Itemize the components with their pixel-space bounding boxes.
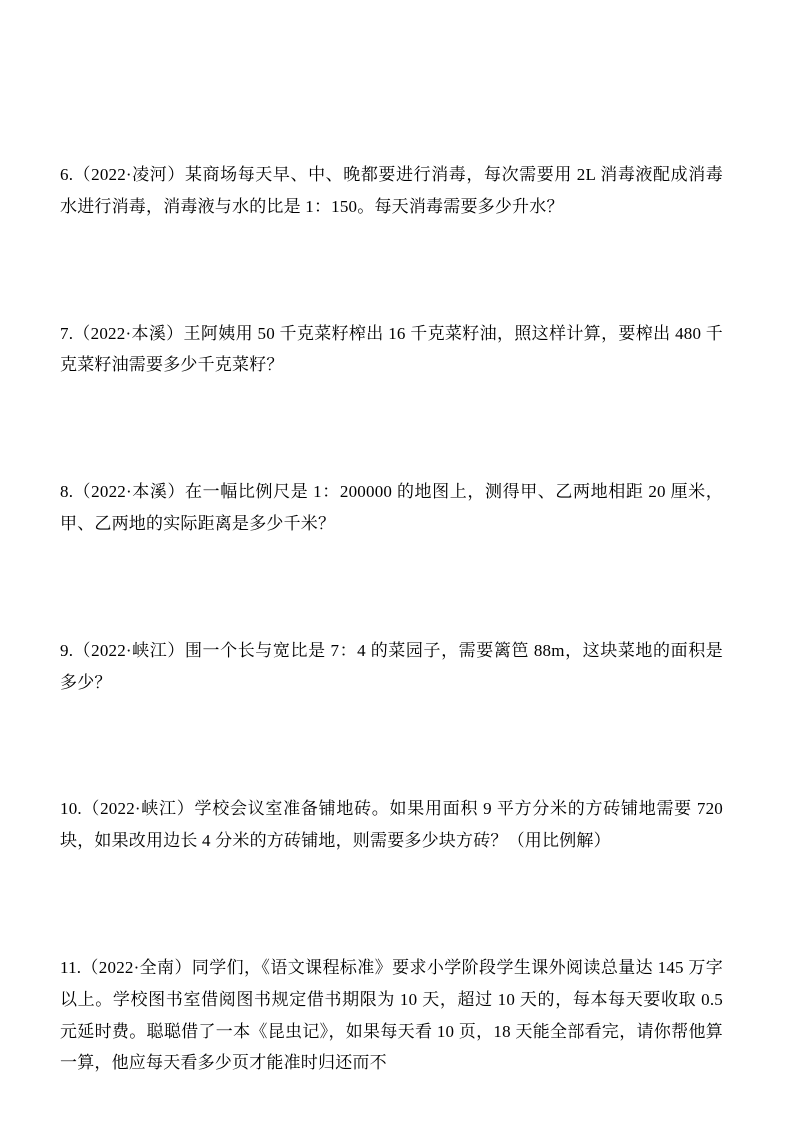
problem-8: 8.（2022·本溪）在一幅比例尺是 1：200000 的地图上，测得甲、乙两地相距 20 厘米，甲、乙两地的实际距离是多少千米？ xyxy=(60,482,723,533)
problem-11: 11.（2022·全南）同学们，《语文课程标准》要求小学阶段学生课外阅读总量达 145 万字以上。学校图书室借阅图书规定借书期限为 10 天，超过 10 天的，每本每天要收取 0.5 元延时费。聪聪借了一本《昆虫记》，如果每天看 10 页，18 天能全部看完，请你帮他算一算，他应每天看多少页才能准时归还而不 xyxy=(60,957,723,1073)
problem-6: 6.（2022·凌河）某商场每天早、中、晚都要进行消毒，每次需要用 2L 消毒液配成消毒水进行消毒，消毒液与水的比是 1：150。每天消毒需要多少升水？ xyxy=(60,165,723,216)
problem-10: 10.（2022·峡江）学校会议室准备铺地砖。如果用面积 9 平方分米的方砖铺地需要 720 块，如果改用边长 4 分米的方砖铺地，则需要多少块方砖？（用比例解） xyxy=(60,799,723,851)
problem-9: 9.（2022·峡江）围一个长与宽比是 7：4 的菜园子，需要篱笆 88m，这块菜地的面积是多少？ xyxy=(60,640,723,692)
problem-7: 7.（2022·本溪）王阿姨用 50 千克菜籽榨出 16 千克菜籽油，照这样计算，要榨出 480 千克菜籽油需要多少千克菜籽？ xyxy=(60,323,723,375)
